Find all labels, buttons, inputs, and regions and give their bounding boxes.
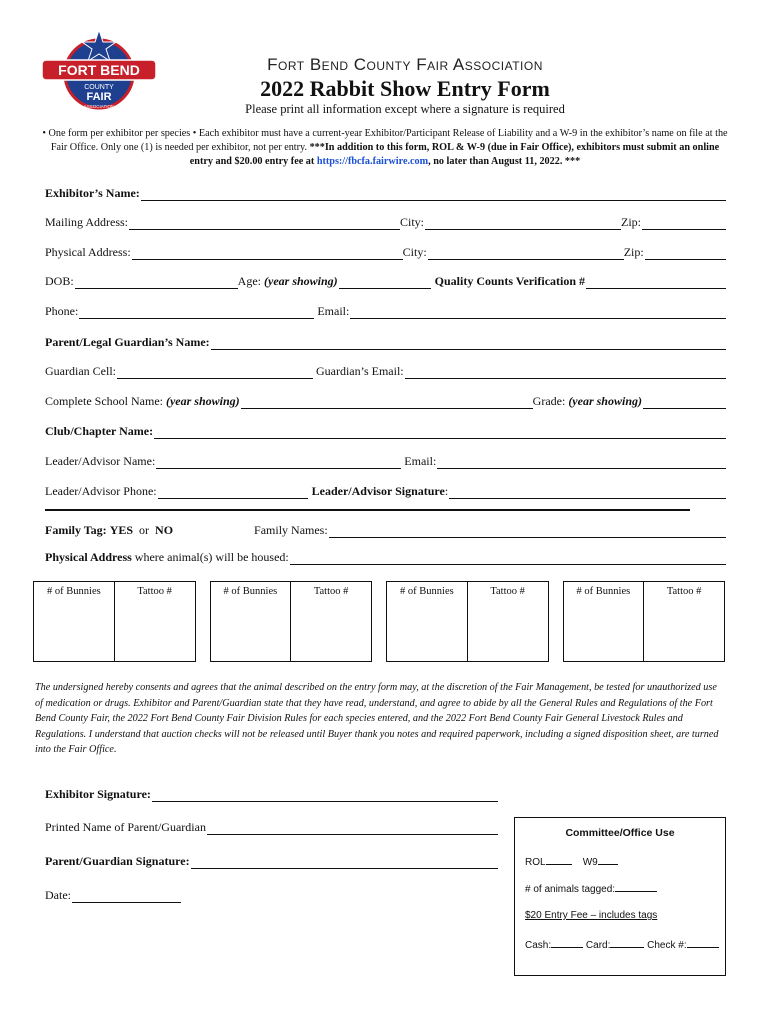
guardian-email-field[interactable] [405, 365, 726, 379]
row-guardian-signature [45, 851, 498, 869]
guardian-email-label: Guardian’s Email: [315, 364, 404, 378]
dob-field[interactable] [75, 275, 238, 289]
bunny-tattoo-boxes [33, 581, 725, 662]
office-use-box [514, 817, 726, 976]
tattoo-cell[interactable]: Tattoo # [137, 586, 172, 597]
row-guardian-contact [45, 361, 726, 379]
family-tag-no[interactable]: NO [155, 523, 174, 537]
page-title: 2022 Rabbit Show Entry Form [260, 76, 550, 101]
age-year-showing: (year showing) [264, 274, 338, 288]
row-physical-address [45, 242, 726, 260]
row-exhibitor-name [45, 183, 726, 201]
printed-name-label: Printed Name of Parent/Guardian [45, 820, 206, 834]
card-label: Card: [585, 940, 611, 951]
row-school-grade [45, 391, 726, 409]
grade-field[interactable] [643, 395, 726, 409]
bunny-box [33, 581, 196, 662]
guardian-cell-field[interactable] [117, 365, 313, 379]
age-label: Age: [237, 274, 261, 288]
w9-field[interactable] [598, 855, 618, 865]
animals-tagged-label: # of animals tagged: [525, 884, 616, 895]
leader-signature-label: Leader/Advisor Signature [311, 484, 445, 498]
dob-label: DOB: [45, 274, 74, 288]
row-family-tag [45, 520, 726, 538]
school-name-label: Complete School Name: [45, 394, 163, 408]
row-club [45, 421, 726, 439]
housed-address-field[interactable] [290, 551, 726, 565]
exhibitor-signature-label: Exhibitor Signature: [45, 787, 151, 801]
family-tag-or: or [139, 523, 150, 537]
bunnies-count-cell[interactable]: # of Bunnies [387, 582, 468, 661]
leader-phone-field[interactable] [158, 485, 308, 499]
check-label: Check #: [647, 940, 687, 951]
leader-name-field[interactable] [156, 455, 401, 469]
notice-part2: ***In addition to this form, ROL & W-9 (due in Fair Office), exhibitors must submit an online entry and $20.00 entry fee at [189, 142, 720, 167]
grade-year-showing: (year showing) [568, 394, 642, 408]
physical-address-label: Physical Address: [45, 245, 131, 259]
leader-email-label: Email: [404, 454, 437, 468]
guardian-signature-label: Parent/Guardian Signature: [45, 854, 190, 868]
exhibitor-name-field[interactable] [141, 187, 726, 201]
guardian-cell-label: Guardian Cell: [45, 364, 116, 378]
section-divider [45, 509, 690, 511]
bunny-box [210, 581, 373, 662]
check-field[interactable] [687, 938, 719, 948]
entry-fee-note: $20 Entry Fee – includes tags [525, 910, 658, 921]
logo-text-3: FAIR [86, 91, 112, 103]
bunnies-count-cell[interactable]: # of Bunnies [34, 582, 115, 661]
row-mailing-address [45, 212, 726, 230]
date-label: Date: [45, 888, 71, 902]
family-tag-yes[interactable]: YES [109, 523, 134, 537]
rol-field[interactable] [546, 855, 572, 865]
cash-field[interactable] [551, 938, 583, 948]
tattoo-cell[interactable]: Tattoo # [490, 586, 525, 597]
housed-address-suffix: where animal(s) will be housed: [134, 550, 289, 564]
date-field[interactable] [72, 889, 181, 903]
row-phone-email [45, 301, 726, 319]
notice-part3: , no later than August 11, 2022. *** [428, 156, 581, 167]
quality-counts-label: Quality Counts Verification # [434, 274, 586, 288]
office-use-heading: Committee/Office Use [565, 827, 675, 839]
printed-name-field[interactable] [207, 821, 498, 835]
tattoo-cell[interactable]: Tattoo # [666, 586, 702, 597]
leader-name-label: Leader/Advisor Name: [45, 454, 156, 468]
logo-text-4: ASSOCIATION [83, 104, 115, 109]
rol-label: ROL [525, 857, 546, 868]
cash-label: Cash: [525, 940, 552, 951]
leader-email-field[interactable] [437, 455, 726, 469]
card-field[interactable] [610, 938, 644, 948]
row-printed-name [45, 817, 498, 835]
logo-text-2: COUNTY [84, 84, 114, 91]
logo-text-1: FORT BEND [58, 62, 140, 78]
entry-notice [40, 127, 730, 169]
guardian-name-label: Parent/Legal Guardian’s Name: [45, 335, 210, 349]
grade-label: Grade: [532, 394, 566, 408]
office-rol-row [525, 855, 618, 868]
fair-logo [40, 28, 158, 114]
physical-city-field[interactable] [428, 246, 624, 260]
mailing-city-field[interactable] [425, 216, 621, 230]
leader-signature-field[interactable] [449, 485, 726, 499]
tattoo-cell[interactable]: Tattoo # [313, 586, 349, 597]
w9-label: W9 [582, 857, 598, 868]
email-label: Email: [317, 304, 350, 318]
row-exhibitor-signature [45, 784, 498, 802]
row-housed-address [45, 547, 726, 565]
physical-city-label: City: [402, 245, 427, 259]
guardian-signature-field[interactable] [191, 855, 498, 869]
exhibitor-name-label: Exhibitor’s Name: [45, 186, 140, 200]
mailing-address-field[interactable] [129, 216, 400, 230]
school-year-showing: (year showing) [165, 394, 240, 408]
family-tag-label: Family Tag: [45, 523, 107, 537]
age-field[interactable] [339, 275, 431, 289]
row-guardian-name [45, 332, 726, 350]
exhibitor-signature-field[interactable] [152, 788, 498, 802]
club-label: Club/Chapter Name: [45, 424, 154, 438]
bunnies-count-cell[interactable]: # of Bunnies [211, 582, 292, 661]
bunny-box [386, 581, 549, 662]
physical-zip-field[interactable] [645, 246, 726, 260]
bunny-box [563, 581, 726, 662]
leader-phone-label: Leader/Advisor Phone: [45, 484, 157, 498]
guardian-name-field[interactable] [211, 336, 726, 350]
phone-label: Phone: [45, 304, 79, 318]
quality-counts-field[interactable] [586, 275, 726, 289]
family-names-label: Family Names: [254, 523, 328, 537]
row-leader-phone: Leader/Advisor Phone: Leader/Advisor Signature : [45, 481, 726, 499]
bunnies-count-cell[interactable]: # of Bunnies [564, 582, 645, 661]
family-names-field[interactable] [329, 524, 726, 538]
mailing-city-label: City: [400, 215, 425, 229]
mailing-zip-field[interactable] [642, 216, 726, 230]
phone-field[interactable] [79, 305, 314, 319]
physical-address-field[interactable] [132, 246, 403, 260]
office-animals-row [525, 882, 657, 895]
physical-zip-label: Zip: [623, 245, 644, 259]
housed-address-label: Physical Address [45, 550, 132, 564]
organization-name: Fort Bend County Fair Association [267, 55, 543, 74]
row-dob-age [45, 271, 726, 289]
office-payment-row [525, 938, 719, 951]
page-subtitle: Please print all information except where a signature is required [245, 102, 565, 116]
animals-tagged-field[interactable] [615, 882, 657, 892]
club-field[interactable] [154, 425, 726, 439]
school-name-field[interactable] [241, 395, 533, 409]
row-leader-name [45, 451, 726, 469]
fairwire-link[interactable]: https://fbcfa.fairwire.com [316, 156, 429, 167]
notice-part1: • One form per exhibitor per species • Each exhibitor must have a current-year Exhibitor/Participant Release of Liability and a W-9 in the exhibitor’s name on file at the Fair Office. Only one (1) is needed per exhibitor, not per entry. [42, 128, 728, 153]
row-date [45, 885, 181, 903]
email-field[interactable] [350, 305, 726, 319]
mailing-address-label: Mailing Address: [45, 215, 128, 229]
mailing-zip-label: Zip: [621, 215, 642, 229]
consent-statement: The undersigned hereby consents and agrees that the animal described on the entry form may, at the discretion of the Fair Management, be tested for unauthorized use of medication or drugs. Exhibitor and Parent/Guardian state that they have read, understand, and agree to abide by all the General Rules and Regulations of the Fort Bend County Fair, the 2022 Fort Bend County Fair Division Rules for each species entered, and the 2022 Fort Bend County Fair General Livestock Rules and Regulations. I understand that auction checks will not be released until Buyer thank you notes and required paperwork, including a signed disposition sheet, are turned into the Fair Office. [35, 682, 719, 755]
